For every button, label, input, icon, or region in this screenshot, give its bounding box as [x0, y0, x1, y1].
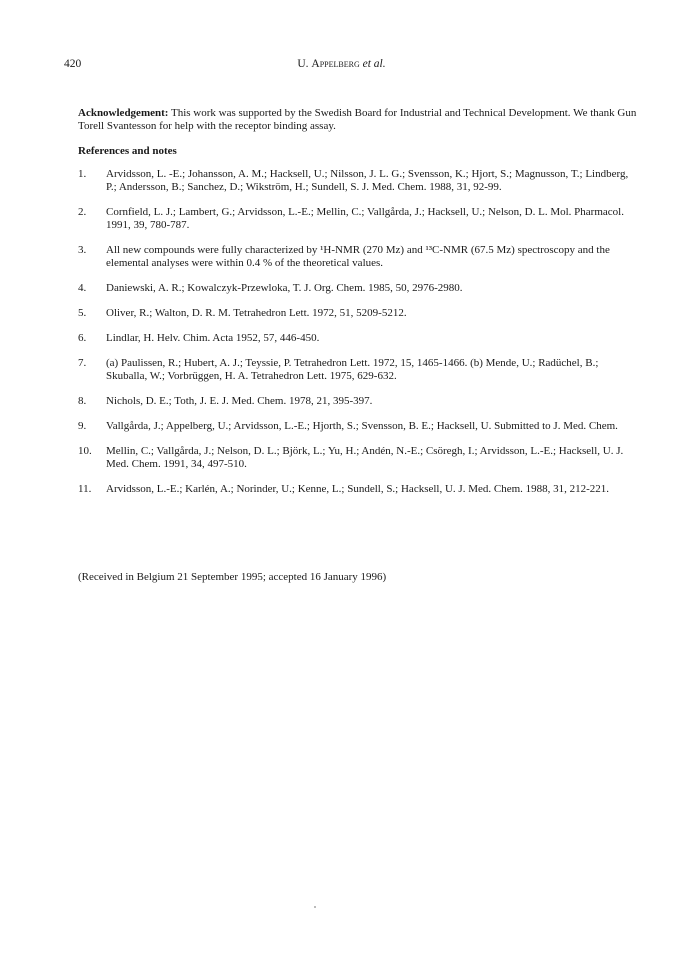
reference-number: 1. [78, 168, 87, 180]
page-body [78, 107, 638, 508]
acknowledgement [78, 107, 638, 133]
reference-item [78, 307, 638, 320]
reference-number: 10. [78, 445, 92, 457]
reference-item [78, 282, 638, 295]
reference-text: (a) Paulissen, R.; Hubert, A. J.; Teyssie, P. Tetrahedron Lett. 1972, 15, 1465-1466. (b) Mende, U.; Radüchel, B.; Skuballa, W.; Vorbrüggen, H. A. Tetrahedron Lett. 1975, 629-632. [106, 357, 599, 382]
reference-item [78, 168, 638, 194]
page-number: 420 [64, 58, 82, 70]
references-heading: References and notes [78, 145, 177, 157]
reference-number: 5. [78, 307, 87, 319]
reference-item [78, 357, 638, 383]
reference-text: Lindlar, H. Helv. Chim. Acta 1952, 57, 446-450. [106, 332, 320, 344]
reference-text: Cornfield, L. J.; Lambert, G.; Arvidsson, L.-E.; Mellin, C.; Vallgårda, J.; Hacksell, U.; Nelson, D. L. Mol. Pharmacol. 1991, 39, 780-787. [106, 206, 624, 231]
author-name: Appelberg [311, 58, 360, 70]
running-head-authors [0, 58, 683, 70]
reference-list [78, 168, 638, 496]
reference-number: 8. [78, 395, 87, 407]
reference-number: 7. [78, 357, 87, 369]
author-initial: U. [297, 58, 309, 70]
running-header [0, 58, 683, 74]
reference-item [78, 395, 638, 408]
acknowledgement-label: Acknowledgement: [78, 107, 169, 119]
reference-text: Mellin, C.; Vallgårda, J.; Nelson, D. L.; Björk, L.; Yu, H.; Andén, N.-E.; Csöregh, I.; Arvidsson, L.-E.; Hacksell, U. J. Med. Chem. 1991, 34, 497-510. [106, 445, 624, 470]
reference-number: 6. [78, 332, 87, 344]
reference-item [78, 332, 638, 345]
et-al: et al. [362, 58, 386, 70]
reference-number: 9. [78, 420, 87, 432]
reference-text: Vallgårda, J.; Appelberg, U.; Arvidsson, L.-E.; Hjorth, S.; Svensson, B. E.; Hacksell, U. Submitted to J. Med. Chem. [106, 420, 618, 432]
received-accepted-dates: (Received in Belgium 21 September 1995; accepted 16 January 1996) [78, 571, 387, 583]
reference-number: 2. [78, 206, 87, 218]
reference-number: 4. [78, 282, 87, 294]
reference-text: Oliver, R.; Walton, D. R. M. Tetrahedron Lett. 1972, 51, 5209-5212. [106, 307, 407, 319]
reference-number: 3. [78, 244, 87, 256]
reference-number: 11. [78, 483, 92, 495]
reference-item [78, 483, 638, 496]
scan-speck [314, 906, 316, 908]
reference-item [78, 445, 638, 471]
reference-text: All new compounds were fully characterized by ¹H-NMR (270 Mz) and ¹³C-NMR (67.5 Mz) spectroscopy and the elemental analyses were within 0.4 % of the theoretical values. [106, 244, 610, 269]
reference-text: Nichols, D. E.; Toth, J. E. J. Med. Chem. 1978, 21, 395-397. [106, 395, 373, 407]
acknowledgement-text: This work was supported by the Swedish Board for Industrial and Technical Development. We thank Gun Torell Svantesson for help with the receptor binding assay. [78, 107, 637, 132]
reference-item [78, 206, 638, 232]
reference-item [78, 244, 638, 270]
reference-text: Arvidsson, L. -E.; Johansson, A. M.; Hacksell, U.; Nilsson, J. L. G.; Svensson, K.; Hjort, S.; Magnusson, T.; Lindberg, P.; Andersson, B.; Sanchez, D.; Wikström, H.; Sundell, S. J. Med. Chem. 1988, 31, 92-99. [106, 168, 629, 193]
reference-text: Arvidsson, L.-E.; Karlén, A.; Norinder, U.; Kenne, L.; Sundell, S.; Hacksell, U. J. Med. Chem. 1988, 31, 212-221. [106, 483, 610, 495]
reference-item [78, 420, 638, 433]
reference-text: Daniewski, A. R.; Kowalczyk-Przewloka, T. J. Org. Chem. 1985, 50, 2976-2980. [106, 282, 463, 294]
